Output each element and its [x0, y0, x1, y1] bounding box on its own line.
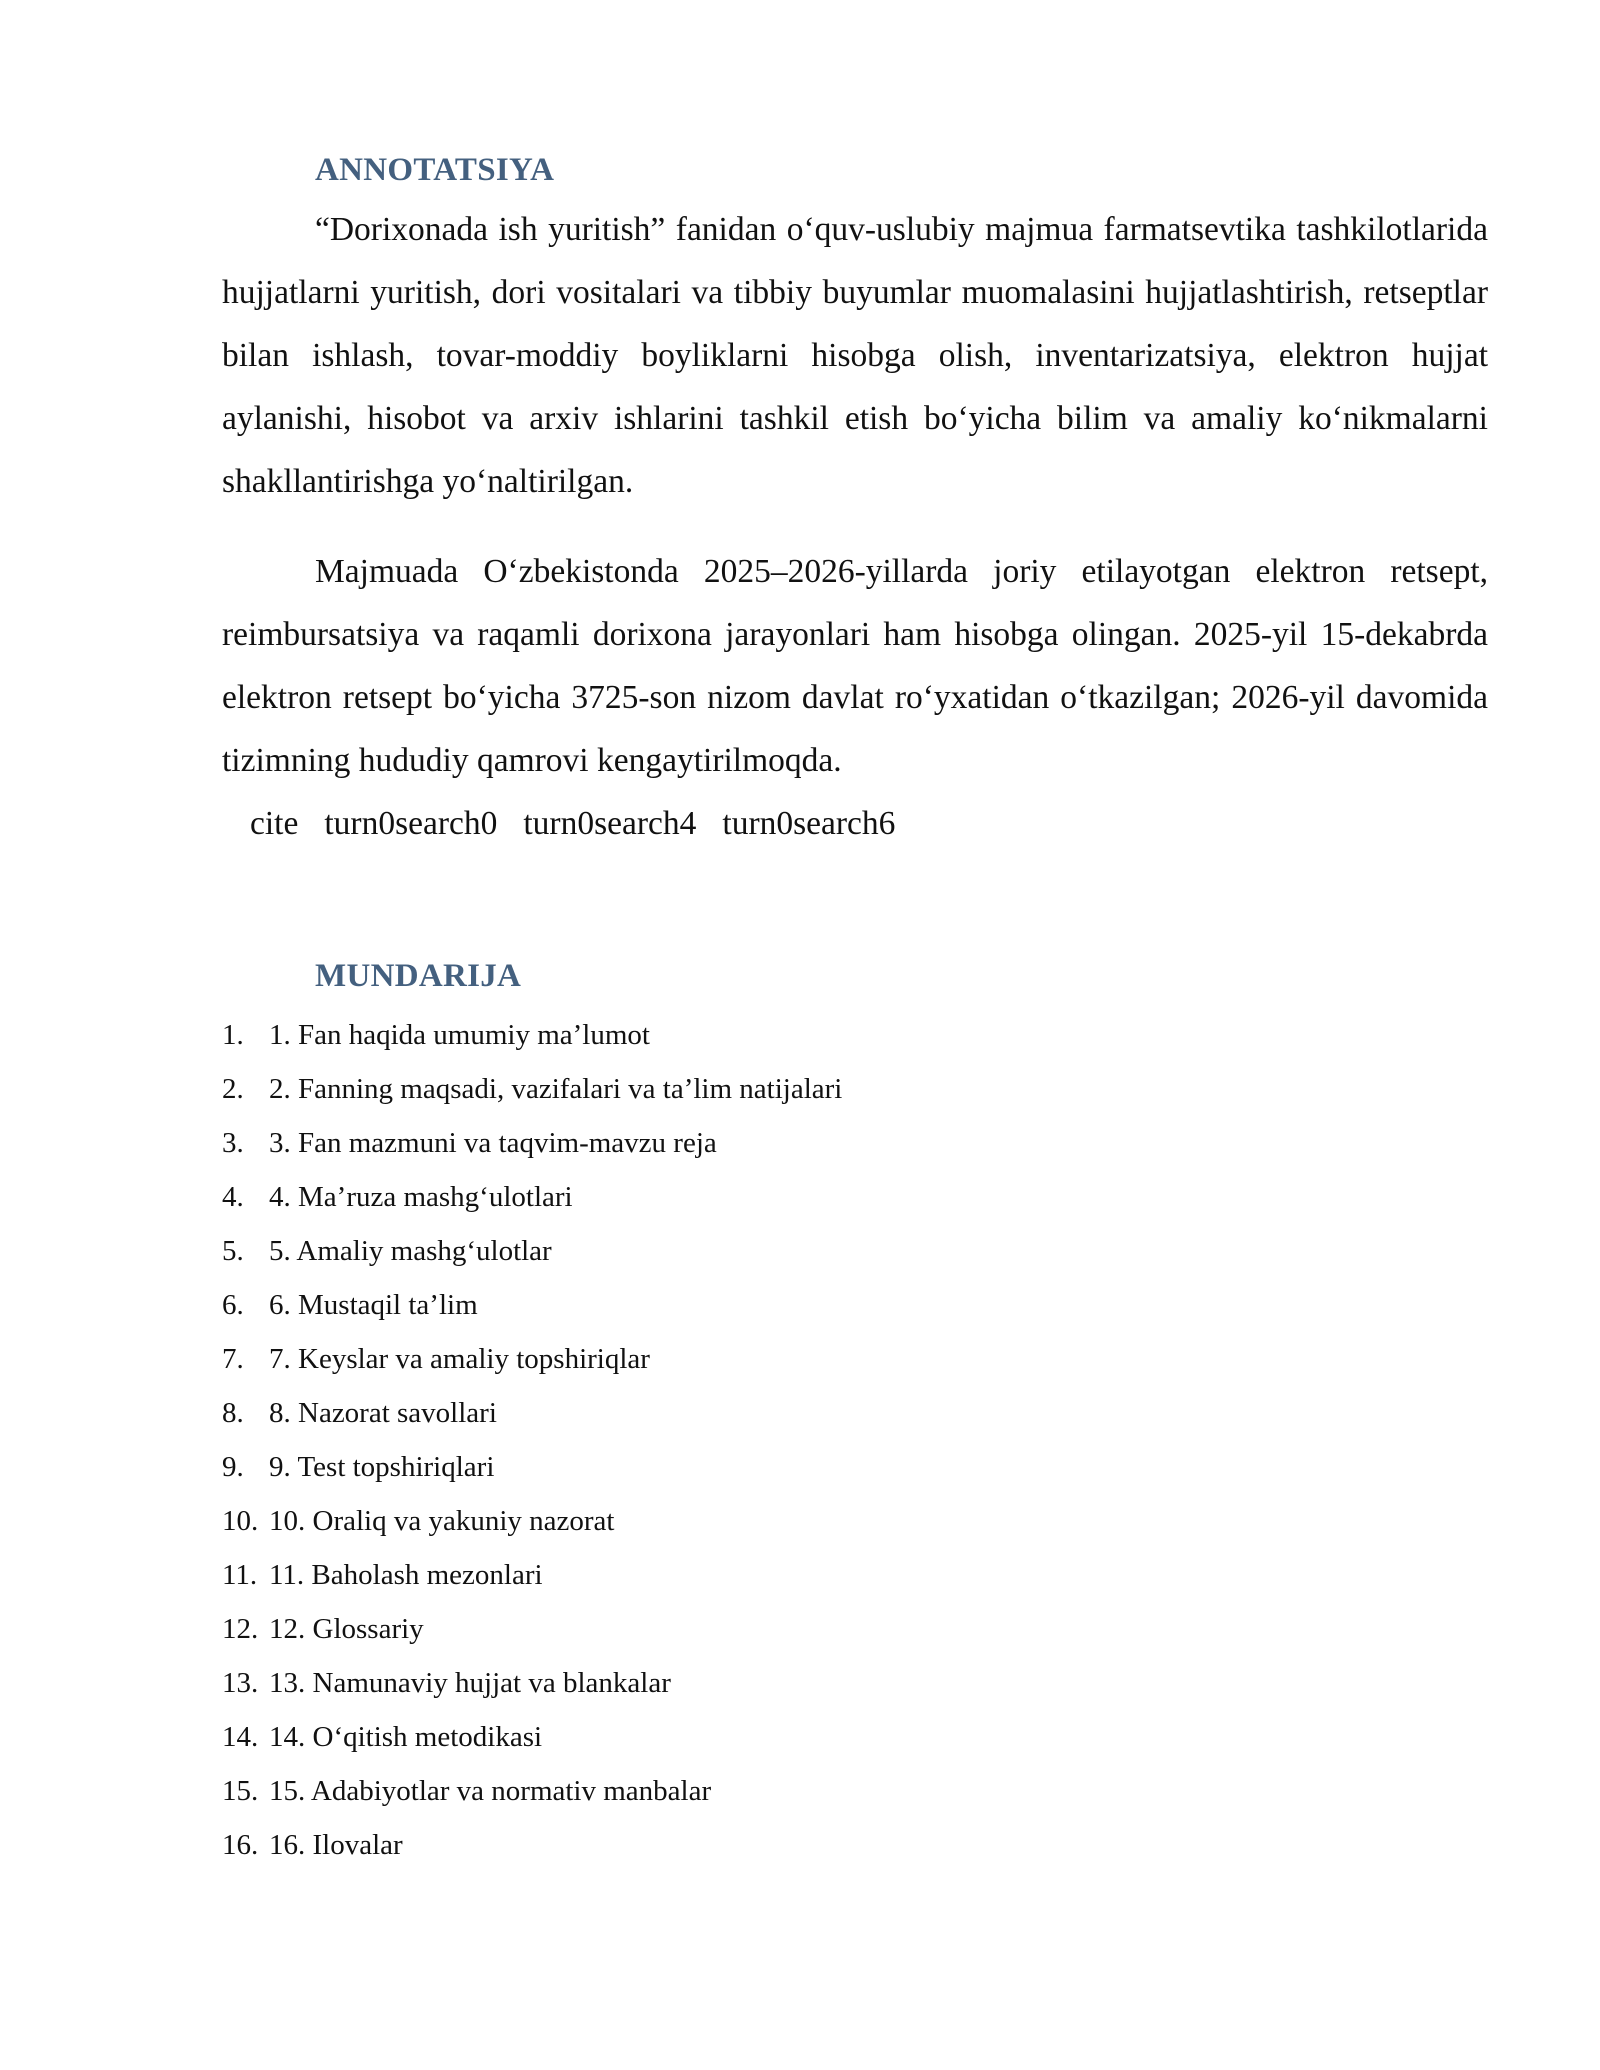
- toc-item: [222, 1116, 1488, 1170]
- toc-item: [222, 1494, 1488, 1548]
- toc-item-label: 5. Amaliy mashg‘ulotlar: [269, 1235, 552, 1267]
- table-of-contents: [222, 1008, 1488, 1872]
- toc-item-number: 2.: [222, 1073, 244, 1105]
- toc-item-label: 8. Nazorat savollari: [269, 1397, 497, 1429]
- toc-item: [222, 1710, 1488, 1764]
- toc-item: [222, 1062, 1488, 1116]
- toc-item-label: 11. Baholash mezonlari: [269, 1559, 543, 1591]
- toc-item: [222, 1656, 1488, 1710]
- toc-item-number: 6.: [222, 1289, 244, 1321]
- toc-item: [222, 1818, 1488, 1872]
- toc-item-number: 16.: [222, 1829, 259, 1861]
- toc-item: [222, 1440, 1488, 1494]
- toc-item-number: 1.: [222, 1019, 244, 1051]
- annotation-paragraph-2: [222, 540, 1488, 792]
- toc-item-number: 3.: [222, 1127, 244, 1159]
- toc-item-label: 3. Fan mazmuni va taqvim-mavzu reja: [269, 1127, 717, 1159]
- toc-item-label: 10. Oraliq va yakuniy nazorat: [269, 1505, 615, 1537]
- toc-item: [222, 1764, 1488, 1818]
- toc-item-number: 11.: [222, 1559, 258, 1591]
- toc-item-number: 15.: [222, 1775, 259, 1807]
- toc-item: [222, 1008, 1488, 1062]
- toc-item-label: 14. O‘qitish metodikasi: [269, 1721, 543, 1753]
- toc-item-number: 13.: [222, 1667, 259, 1699]
- toc-item-number: 8.: [222, 1397, 244, 1429]
- citation-markers: [222, 792, 1488, 855]
- toc-item-number: 10.: [222, 1505, 259, 1537]
- toc-item-number: 4.: [222, 1181, 244, 1213]
- document-page: [222, 150, 1488, 1872]
- toc-item-number: 9.: [222, 1451, 244, 1483]
- toc-item: [222, 1548, 1488, 1602]
- toc-item-label: 7. Keyslar va amaliy topshiriqlar: [269, 1343, 650, 1375]
- cite-ref: turn0search4: [523, 805, 697, 842]
- toc-item-label: 12. Glossariy: [269, 1613, 424, 1645]
- toc-item-label: 9. Test topshiriqlari: [269, 1451, 495, 1483]
- toc-item-number: 14.: [222, 1721, 259, 1753]
- toc-item: [222, 1332, 1488, 1386]
- toc-item-label: 4. Ma’ruza mashg‘ulotlari: [269, 1181, 573, 1213]
- toc-item-number: 12.: [222, 1613, 259, 1645]
- annotation-heading: ANNOTATSIYA: [315, 152, 555, 188]
- toc-item-label: 16. Ilovalar: [269, 1829, 403, 1861]
- toc-item-number: 5.: [222, 1235, 244, 1267]
- cite-ref: turn0search0: [324, 805, 498, 842]
- toc-item: [222, 1602, 1488, 1656]
- toc-item-label: 6. Mustaqil ta’lim: [269, 1289, 478, 1321]
- toc-item-label: 1. Fan haqida umumiy ma’lumot: [269, 1019, 650, 1051]
- toc-item: [222, 1278, 1488, 1332]
- cite-marker: cite: [250, 805, 299, 842]
- toc-item: [222, 1386, 1488, 1440]
- cite-ref: turn0search6: [722, 805, 896, 842]
- annotation-paragraph-1: “Dorixonada ish yuritish” fanidan o‘quv-uslubiy majmua farmatsevtika tashkilotlarida hujjatlarni yuritish, dori vositalari va tibbiy buyumlar muomalasini hujjatlashtirish, retseptlar bilan ishlash, tovar-moddiy boyliklarni hisobga olish, inventarizatsiya, elektron hujjat aylanishi, hisobot va arxiv ishlarini tashkil etish bo‘yicha bilim va amaliy ko‘nikmalarni shakllantirishga yo‘naltirilgan.: [222, 211, 1488, 500]
- annotation-paragraph-2-text: Majmuada O‘zbekistonda 2025–2026-yillarda joriy etilayotgan elektron retsept, reimbursatsiya va raqamli dorixona jarayonlari ham hisobga olingan. 2025-yil 15-dekabrda elektron retsept bo‘yicha 3725-son nizom davlat ro‘yxatidan o‘tkazilgan; 2026-yil davomida tizimning hududiy qamrovi kengaytirilmoqda.: [222, 553, 1488, 779]
- toc-item-label: 13. Namunaviy hujjat va blankalar: [269, 1667, 671, 1699]
- toc-item-label: 2. Fanning maqsadi, vazifalari va ta’lim natijalari: [269, 1073, 843, 1105]
- toc-item: [222, 1224, 1488, 1278]
- toc-item-number: 7.: [222, 1343, 244, 1375]
- toc-item: [222, 1170, 1488, 1224]
- contents-heading: MUNDARIJA: [315, 958, 522, 994]
- toc-item-label: 15. Adabiyotlar va normativ manbalar: [269, 1775, 712, 1807]
